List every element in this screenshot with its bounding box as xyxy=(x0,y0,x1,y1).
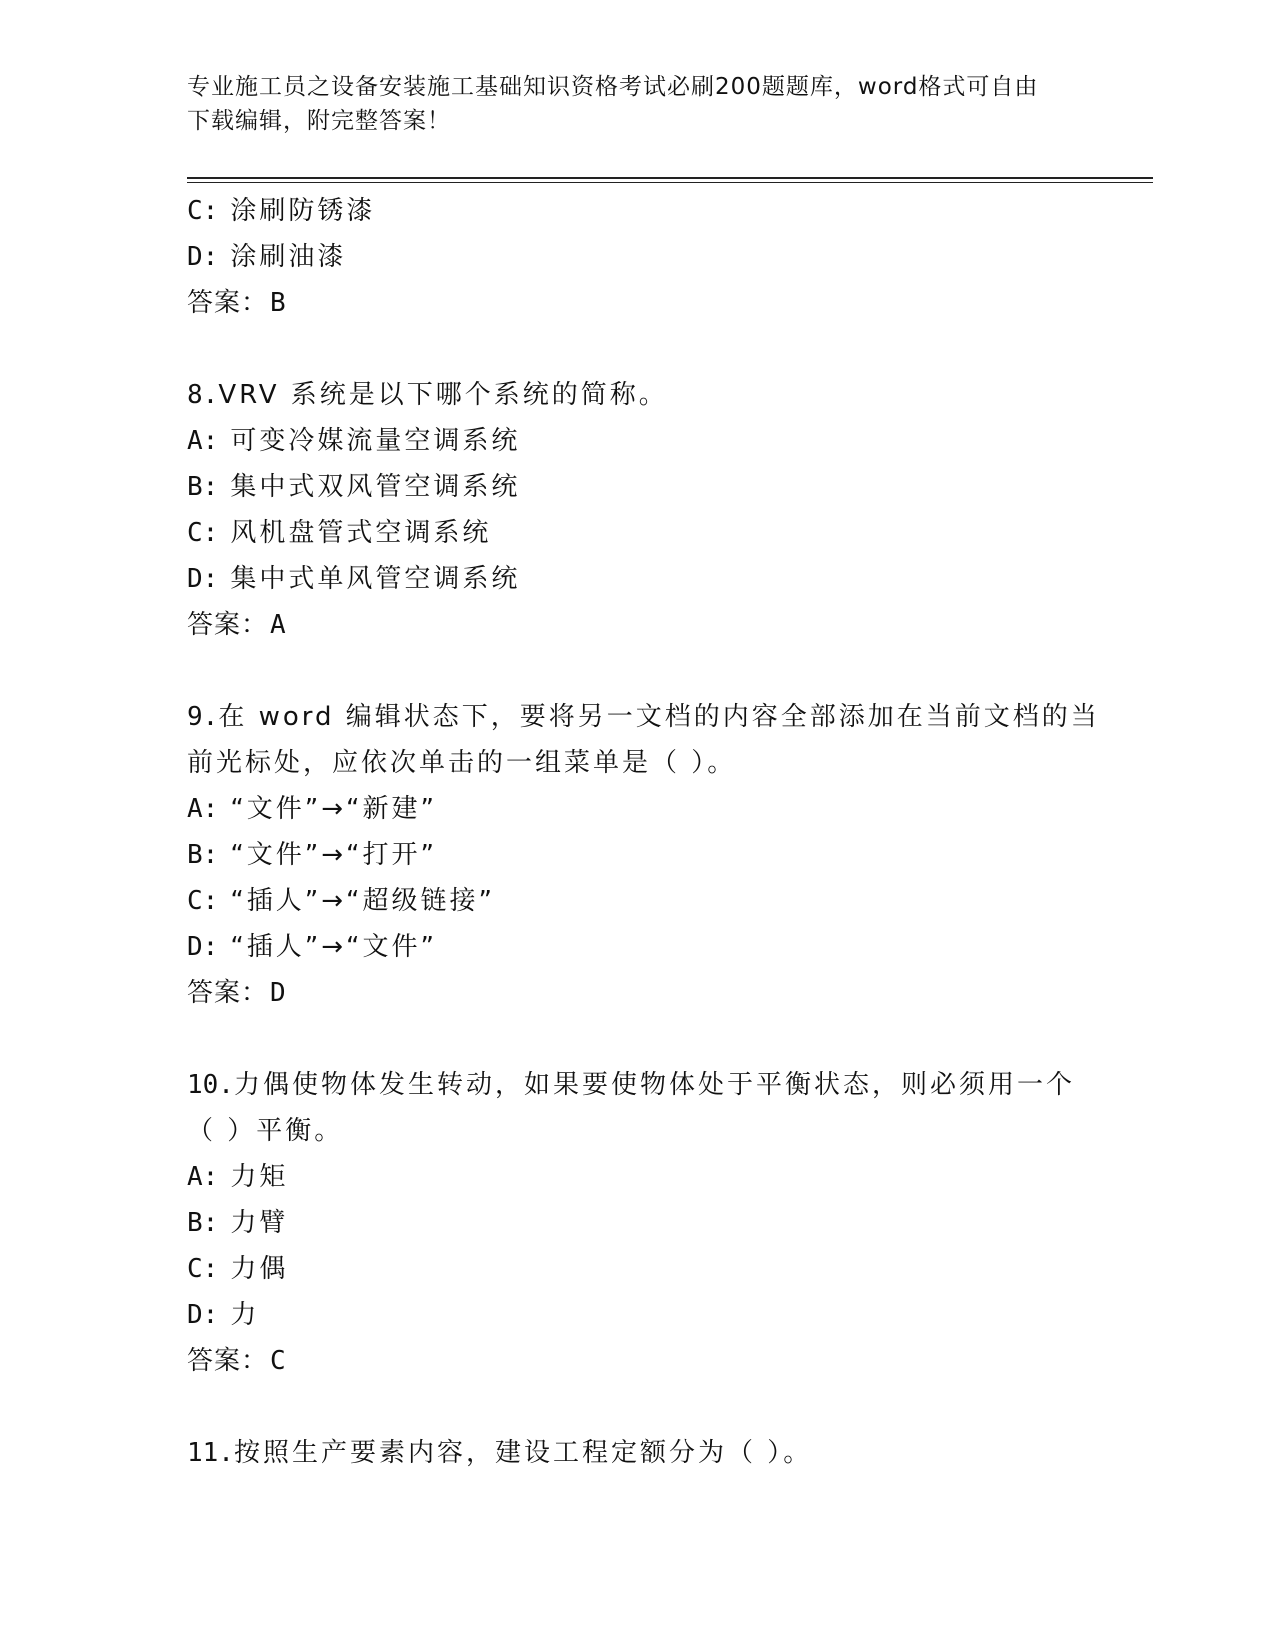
option-letter: C: xyxy=(187,196,219,226)
answer-value: D xyxy=(270,978,287,1008)
question-stem-text: 按照生产要素内容，建设工程定额分为（ ）。 xyxy=(233,1438,813,1468)
option-c xyxy=(187,510,1087,556)
question-stem xyxy=(187,1062,1087,1108)
option-text: 涂刷防锈漆 xyxy=(230,196,376,226)
option-d xyxy=(187,1292,1087,1338)
question-number: 11. xyxy=(187,1438,234,1468)
question-8 xyxy=(187,372,1087,648)
option-letter: C: xyxy=(187,886,219,916)
question-7-tail xyxy=(187,188,1087,326)
header-divider-thin xyxy=(187,182,1153,183)
option-text: 集中式单风管空调系统 xyxy=(230,564,521,594)
answer-line xyxy=(187,602,1087,648)
question-number: 8. xyxy=(187,380,219,410)
answer-label: 答案： xyxy=(187,288,269,318)
option-letter: D: xyxy=(187,242,219,272)
question-stem-continued: （ ）平衡。 xyxy=(187,1116,344,1146)
option-letter: D: xyxy=(187,564,219,594)
option-text: “文件”→“新建” xyxy=(230,794,437,824)
option-text: 力矩 xyxy=(230,1162,289,1192)
document-header xyxy=(187,70,1087,138)
option-text: 集中式双风管空调系统 xyxy=(230,472,521,502)
option-letter: C: xyxy=(187,1254,219,1284)
option-letter: D: xyxy=(187,1300,219,1330)
option-letter: B: xyxy=(187,840,219,870)
question-stem-text: VRV 系统是以下哪个系统的简称。 xyxy=(218,380,668,410)
option-c xyxy=(187,1246,1087,1292)
option-text: “插人”→“超级链接” xyxy=(230,886,495,916)
answer-line xyxy=(187,280,1087,326)
option-c xyxy=(187,188,1087,234)
option-text: “文件”→“打开” xyxy=(230,840,437,870)
answer-value: A xyxy=(270,610,287,640)
question-10 xyxy=(187,1062,1087,1384)
question-stem xyxy=(187,372,1087,418)
option-letter: B: xyxy=(187,472,219,502)
option-d xyxy=(187,924,1087,970)
header-title-line-1: 专业施工员之设备安装施工基础知识资格考试必刷200题题库，word格式可自由 xyxy=(187,74,1039,100)
option-text: 力偶 xyxy=(230,1254,289,1284)
question-list xyxy=(187,188,1100,1476)
answer-label: 答案： xyxy=(187,610,269,640)
question-9 xyxy=(187,694,1100,1016)
answer-label: 答案： xyxy=(187,978,269,1008)
answer-value: B xyxy=(270,288,287,318)
option-letter: A: xyxy=(187,1162,219,1192)
option-letter: D: xyxy=(187,932,219,962)
answer-label: 答案： xyxy=(187,1346,269,1376)
option-b xyxy=(187,832,1087,878)
option-a xyxy=(187,1154,1087,1200)
question-stem xyxy=(187,1430,1087,1476)
option-c xyxy=(187,878,1087,924)
option-letter: B: xyxy=(187,1208,219,1238)
option-text: 风机盘管式空调系统 xyxy=(230,518,492,548)
option-letter: C: xyxy=(187,518,219,548)
header-divider-thick xyxy=(187,177,1153,179)
option-b xyxy=(187,464,1087,510)
option-letter: A: xyxy=(187,794,219,824)
question-number: 9. xyxy=(187,702,219,732)
option-text: “插人”→“文件” xyxy=(230,932,437,962)
option-text: 可变冷媒流量空调系统 xyxy=(230,426,521,456)
header-title-line-2: 下载编辑，附完整答案！ xyxy=(187,108,451,134)
answer-line xyxy=(187,1338,1087,1384)
option-d xyxy=(187,556,1087,602)
option-a xyxy=(187,786,1087,832)
answer-line xyxy=(187,970,1087,1016)
question-11 xyxy=(187,1430,1087,1476)
question-stem-continued: 前光标处，应依次单击的一组菜单是（ ）。 xyxy=(187,748,737,778)
option-b xyxy=(187,1200,1087,1246)
answer-value: C xyxy=(270,1346,287,1376)
option-a xyxy=(187,418,1087,464)
question-stem-text: 力偶使物体发生转动，如果要使物体处于平衡状态，则必须用一个 xyxy=(233,1070,1075,1100)
option-d xyxy=(187,234,1087,280)
option-text: 力 xyxy=(230,1300,260,1330)
question-stem-text: 在 word 编辑状态下，要将另一文档的内容全部添加在当前文档的当 xyxy=(218,702,1100,732)
option-text: 涂刷油漆 xyxy=(230,242,347,272)
question-stem xyxy=(187,694,1100,740)
option-letter: A: xyxy=(187,426,219,456)
question-number: 10. xyxy=(187,1070,234,1100)
option-text: 力臂 xyxy=(230,1208,289,1238)
